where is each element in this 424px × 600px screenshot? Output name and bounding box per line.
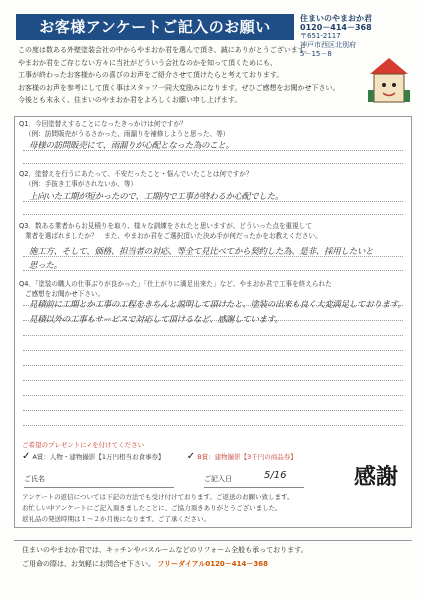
question-4-label: Q4．「塗装の職人の仕事ぶりが良かった」「仕上がりに満足出来た」など、やまおか君で工事を終えられた <box>19 280 332 288</box>
intro-line: 今後とも末永く、住まいのやまおか君をよろしくお願い申し上げます。 <box>18 96 242 104</box>
note-line: お忙しい中アンケートにご記入頂きましたことに、ご協力頂きありがとうございました。 <box>22 504 282 512</box>
present-section <box>22 440 297 463</box>
question-3-label-2: 業者を選ばれましたか？ また、やまおか君をご選択頂いた決め手が何だったかをお教えください。 <box>25 232 322 240</box>
question-4-answer[interactable]: 見積前に工期とか工事の工程をきちんと説明して頂けたと、塗装の出来も良く大変満足しております。 <box>29 300 406 310</box>
present-label: ご希望のプレゼントに✓を付けてください <box>22 441 145 449</box>
answer-line <box>23 163 403 164</box>
page-title: お客様アンケートご記入のお願い <box>16 14 294 40</box>
kansha-calligraphy: 感謝 <box>353 464 398 490</box>
answer-line <box>23 350 403 351</box>
question-1-label: Q1．今回塗替えすることになったきっかけは何ですか？ <box>19 120 187 128</box>
note-line: アンケートの返信については下記の方法でも受け付けております。ご返送のお願い致します。 <box>22 493 294 501</box>
intro-line: 工事が終わったお客様からの喜びのお声をご紹介させて頂けたらと考えております。 <box>18 71 284 79</box>
company-name: 住まいのやまおか君 <box>300 14 372 23</box>
question-2-example: （例：手抜き工事がされないか、等） <box>25 180 138 188</box>
name-field[interactable] <box>24 474 174 488</box>
intro-text <box>18 44 358 107</box>
answer-line <box>23 150 403 151</box>
intro-line: この度は数ある外壁塗装会社の中からやまおか君を選んで頂き、誠にありがとうございます。 <box>18 46 312 54</box>
question-4-answer-2[interactable]: 見積以外の工事もサービスで対応して頂けるなど、感謝しています。 <box>29 315 283 325</box>
present-option-a[interactable]: A賞：人物・建物撮影【1万円相当お食事券】 <box>32 453 165 461</box>
question-3-label: Q3．数ある業者からお見積りを取り、様々な訓練をされたと思いますが、どういった点を重視して <box>19 222 312 230</box>
answer-line <box>23 335 403 336</box>
answer-line <box>23 425 403 426</box>
note-line: 返礼品の発送時期は１～２か月後になります。ご了承ください。 <box>22 515 210 523</box>
intro-line: お客様のお声を参考にして頂く事はスタッフ一同大変励みになります。ぜひご感想をお聞かせ下さい。 <box>18 83 340 92</box>
question-4-label-2: ご感想をお聞かせ下さい。 <box>25 290 105 298</box>
footer <box>14 540 412 584</box>
date-value: 5/16 <box>264 470 287 481</box>
signature-row <box>24 470 344 488</box>
question-3-answer-2[interactable]: 思った。 <box>29 261 62 271</box>
free-dial[interactable]: フリーダイアル0120－414－368 <box>157 560 269 568</box>
intro-line: やまおか君をご存じない方々に当社がどういう会社なのかを知って頂くためにも、 <box>18 58 277 67</box>
answer-line <box>23 201 403 202</box>
answer-line <box>23 214 403 215</box>
footer-line-2 <box>22 559 268 570</box>
present-options <box>22 451 297 463</box>
company-postal: 〒651-2117 <box>300 32 341 40</box>
date-label: ご記入日 <box>204 475 232 483</box>
name-label: ご氏名 <box>24 475 45 483</box>
company-tel: 0120－414－368 <box>300 23 372 32</box>
answer-line <box>23 395 403 396</box>
answer-line <box>23 410 403 411</box>
question-3-answer[interactable]: 施工方、そして、価格、担当者の対応、等全て見比べてから契約した為、是非、採用したいと <box>29 247 374 257</box>
question-1-example: （例：訪問販売がうるさかった、雨漏りを補修しようと思った、等） <box>25 130 230 138</box>
check-mark-icon[interactable]: ✓ <box>186 451 196 462</box>
answer-line <box>23 380 403 381</box>
answer-line <box>23 270 403 271</box>
company-address-1: 神戸市西区北別府 <box>300 41 356 49</box>
mascot-icon <box>366 54 412 108</box>
question-2-answer[interactable]: 上向いた工期が短かったので、工期内で工事が終わるか心配でした。 <box>29 192 284 202</box>
date-field[interactable] <box>204 474 304 488</box>
company-address-2: 5－15－8 <box>300 50 332 58</box>
answer-line <box>23 365 403 366</box>
check-mark-icon[interactable]: ✓ <box>22 451 31 462</box>
footer-line-1: 住まいのやまおか君では、キッチンやバスルームなどのリフォーム全般も承っております。 <box>22 546 308 554</box>
return-notes <box>22 492 293 525</box>
question-2-label: Q2．塗替えを行うにあたって、不安だったこと・悩んでいたことは何ですか？ <box>19 170 253 178</box>
footer-line-2-prefix: ご用命の際は、お気軽にお問合せ下さい。 <box>22 560 155 568</box>
question-1-answer[interactable]: 母様の訪問販売にて、雨漏りが心配となった為のこと。 <box>29 141 234 151</box>
present-option-b[interactable]: B賞：建物撮影【3千円の商品券】 <box>197 453 297 461</box>
answer-line <box>23 256 403 257</box>
